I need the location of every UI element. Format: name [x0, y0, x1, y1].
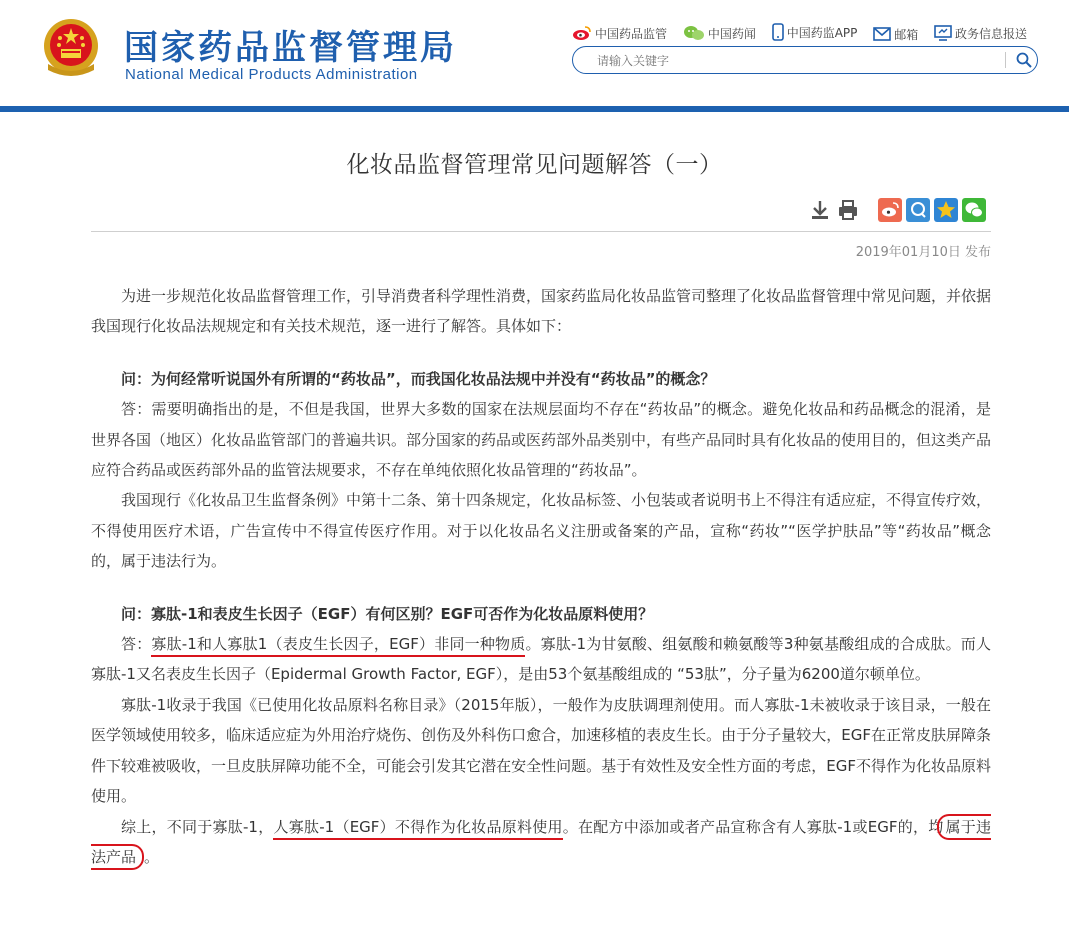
site-title-en[interactable]: National Medical Products Administration — [125, 66, 418, 83]
link-wechat-label: 中国药闻 — [707, 26, 756, 41]
article-body — [91, 281, 991, 872]
conclusion-text: 。在配方中添加或者产品宣称含有人寡肽-1或EGF的，均 — [562, 817, 944, 836]
mail-icon — [873, 27, 891, 41]
question-1: 问：为何经常听说国外有所谓的“药妆品”，而我国化妆品法规中并没有“药妆品”的概念？ — [121, 369, 716, 388]
underlined-annotation-2: 人寡肽-1（EGF）不得作为化妆品原料使用 — [273, 818, 562, 840]
link-app[interactable] — [772, 23, 858, 41]
link-weibo-label: 中国药品监管 — [595, 26, 668, 41]
mobile-icon — [772, 23, 784, 41]
print-icon[interactable] — [836, 198, 860, 222]
header-divider-bar — [0, 106, 1069, 112]
answer-2-paragraph-2: 寡肽-1收录于我国《已使用化妆品原料名称目录》（2015年版），一般作为皮肤调理剂使用。而人寡肽-1未被收录于该目录，一般在医学领域使用较多，临床适应症为外用治疗烧伤、创伤及外科伤口愈合，加速移植的表皮生长。由于分子量较大，EGF在正常皮肤屏障条件下较难被吸收，一旦皮肤屏障功能不全，可能会引发其它潜在安全性问题。基于有效性及安全性方面的考虑，EGF不得作为化妆品原料使用。 — [91, 695, 991, 806]
circled-annotation: 属于违法产品 — [91, 814, 991, 870]
title-divider — [91, 231, 991, 232]
conclusion-prefix: 综上，不同于寡肽-1， — [121, 817, 274, 836]
answer-1-paragraph-1: 答：需要明确指出的是，不但是我国，世界大多数的国家在法规层面均不存在“药妆品”的概念。避免化妆品和药品概念的混淆，是世界各国（地区）化妆品监管部门的普遍共识。部分国家的药品或医药部外品类别中，有些产品同时具有化妆品的使用目的，但这类产品应符合药品或医药部外品的监管法规要求，不存在单纯依照化妆品管理的“药妆品”。 — [91, 400, 992, 480]
search-input[interactable] — [595, 50, 979, 72]
top-links — [572, 23, 1039, 43]
site-title-cn[interactable]: 国家药品监督管理局 — [124, 28, 457, 68]
share-weibo-icon[interactable] — [878, 198, 902, 222]
link-wechat[interactable] — [683, 25, 756, 42]
link-weibo[interactable] — [572, 25, 667, 42]
publish-date: 2019年01月10日 发布 — [855, 245, 991, 260]
share-wechat-icon[interactable] — [962, 198, 986, 222]
link-mail[interactable] — [873, 26, 918, 43]
spacer — [91, 577, 991, 587]
question-2: 问：寡肽-1和表皮生长因子（EGF）有何区别？EGF可否作为化妆品原料使用？ — [121, 604, 654, 623]
weibo-icon — [572, 25, 592, 41]
conclusion-end: 。 — [144, 847, 160, 866]
share-favorite-icon[interactable] — [934, 198, 958, 222]
wechat-icon — [683, 25, 705, 41]
link-report[interactable] — [934, 25, 1027, 42]
link-mail-label: 邮箱 — [894, 27, 919, 42]
search-divider — [1005, 52, 1006, 68]
link-app-label: 中国药监APP — [786, 25, 858, 40]
underlined-annotation: 寡肽-1和人寡肽1（表皮生长因子，EGF）非同一种物质 — [151, 635, 525, 657]
search-box — [572, 46, 1038, 74]
answer-prefix: 答： — [121, 635, 152, 654]
national-emblem-icon — [40, 16, 102, 82]
intro-paragraph: 为进一步规范化妆品监督管理工作，引导消费者科学理性消费，国家药监局化妆品监管司整理了化妆品监督管理中常见问题，并依据我国现行化妆品法规规定和有关技术规范，逐一进行了解答。具体如下： — [91, 287, 992, 336]
share-qzone-icon[interactable] — [906, 198, 930, 222]
spacer — [91, 342, 991, 352]
link-report-label: 政务信息报送 — [955, 26, 1028, 41]
download-icon[interactable] — [808, 198, 832, 222]
answer-1-paragraph-2: 我国现行《化妆品卫生监督条例》中第十二条、第十四条规定，化妆品标签、小包装或者说明书上不得注有适应症，不得宣传疗效，不得使用医疗术语，广告宣传中不得宣传医疗作用。对于以化妆品名义注册或备案的产品，宣称“药妆”“医学护肤品”等“药妆品”概念的，属于违法行为。 — [91, 491, 992, 571]
answer-2-text: 。寡肽-1为甘氨酸、组氨酸和赖氨酸等3种氨基酸组成的合成肽。而人寡肽-1又名表皮生长因子（Epidermal Growth Factor, EGF），是由53个氨基酸组成的 “53肽”，分子量为6200道尔顿单位。 — [91, 635, 991, 684]
report-icon — [934, 25, 952, 41]
article-title: 化妆品监督管理常见问题解答（一） — [346, 152, 723, 178]
answer-2-paragraph-1 — [91, 629, 991, 690]
search-icon[interactable] — [1015, 51, 1033, 69]
site-header — [0, 0, 1069, 106]
answer-2-paragraph-3 — [91, 812, 991, 873]
article-tools — [0, 198, 1069, 226]
